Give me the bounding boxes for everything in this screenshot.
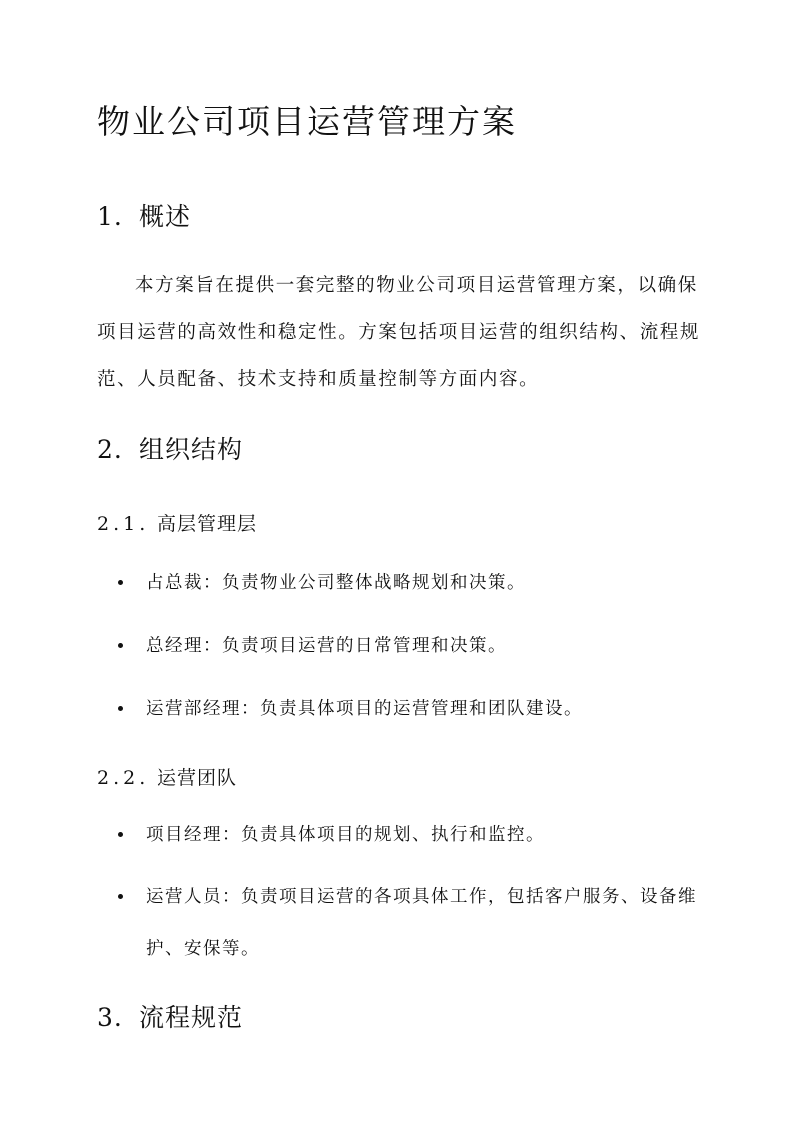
overview-paragraph: 本方案旨在提供一套完整的物业公司项目运营管理方案，以确保项目运营的高效性和稳定性。方案包括项目运营的组织结构、流程规范、人员配备、技术支持和质量控制等方面内容。 xyxy=(97,275,701,390)
subsection-heading-operations-team xyxy=(97,763,237,790)
subsection-title: 高层管理层 xyxy=(157,513,258,535)
subsection-title: 运营团队 xyxy=(157,767,238,789)
section-heading-process xyxy=(97,998,243,1034)
bullet-icon xyxy=(118,832,123,837)
bullet-icon xyxy=(118,894,123,899)
subsection-heading-senior-management xyxy=(97,509,257,536)
section-title: 概述 xyxy=(139,202,192,231)
list-item-text: 总经理：负责项目运营的日常管理和决策。 xyxy=(146,636,507,656)
list-item xyxy=(118,871,726,975)
section-number: 2. xyxy=(97,435,123,464)
list-item xyxy=(118,683,726,735)
list-item-text: 项目经理：负责具体项目的规划、执行和监控。 xyxy=(146,825,545,845)
section-title: 流程规范 xyxy=(139,1003,244,1032)
subsection-number: 2.1. xyxy=(97,513,150,535)
section-number: 3. xyxy=(97,1003,123,1032)
list-item-text: 运营人员：负责项目运营的各项具体工作，包括客户服务、设备维护、安保等。 xyxy=(146,887,697,959)
list-item xyxy=(118,557,726,609)
list-item xyxy=(118,620,726,672)
list-item-text: 占总裁：负责物业公司整体战略规划和决策。 xyxy=(146,573,526,593)
bullet-icon xyxy=(118,580,123,585)
bullet-icon xyxy=(118,706,123,711)
document-title: 物业公司项目运营管理方案 xyxy=(97,102,517,141)
section-heading-organization xyxy=(97,430,243,466)
section-heading-overview xyxy=(97,197,191,233)
section-title: 组织结构 xyxy=(139,435,244,464)
list-item-text: 运营部经理：负责具体项目的运营管理和团队建设。 xyxy=(146,699,583,719)
subsection-number: 2.2. xyxy=(97,767,150,789)
section-number: 1. xyxy=(97,202,123,231)
bullet-icon xyxy=(118,643,123,648)
list-item xyxy=(118,809,726,861)
